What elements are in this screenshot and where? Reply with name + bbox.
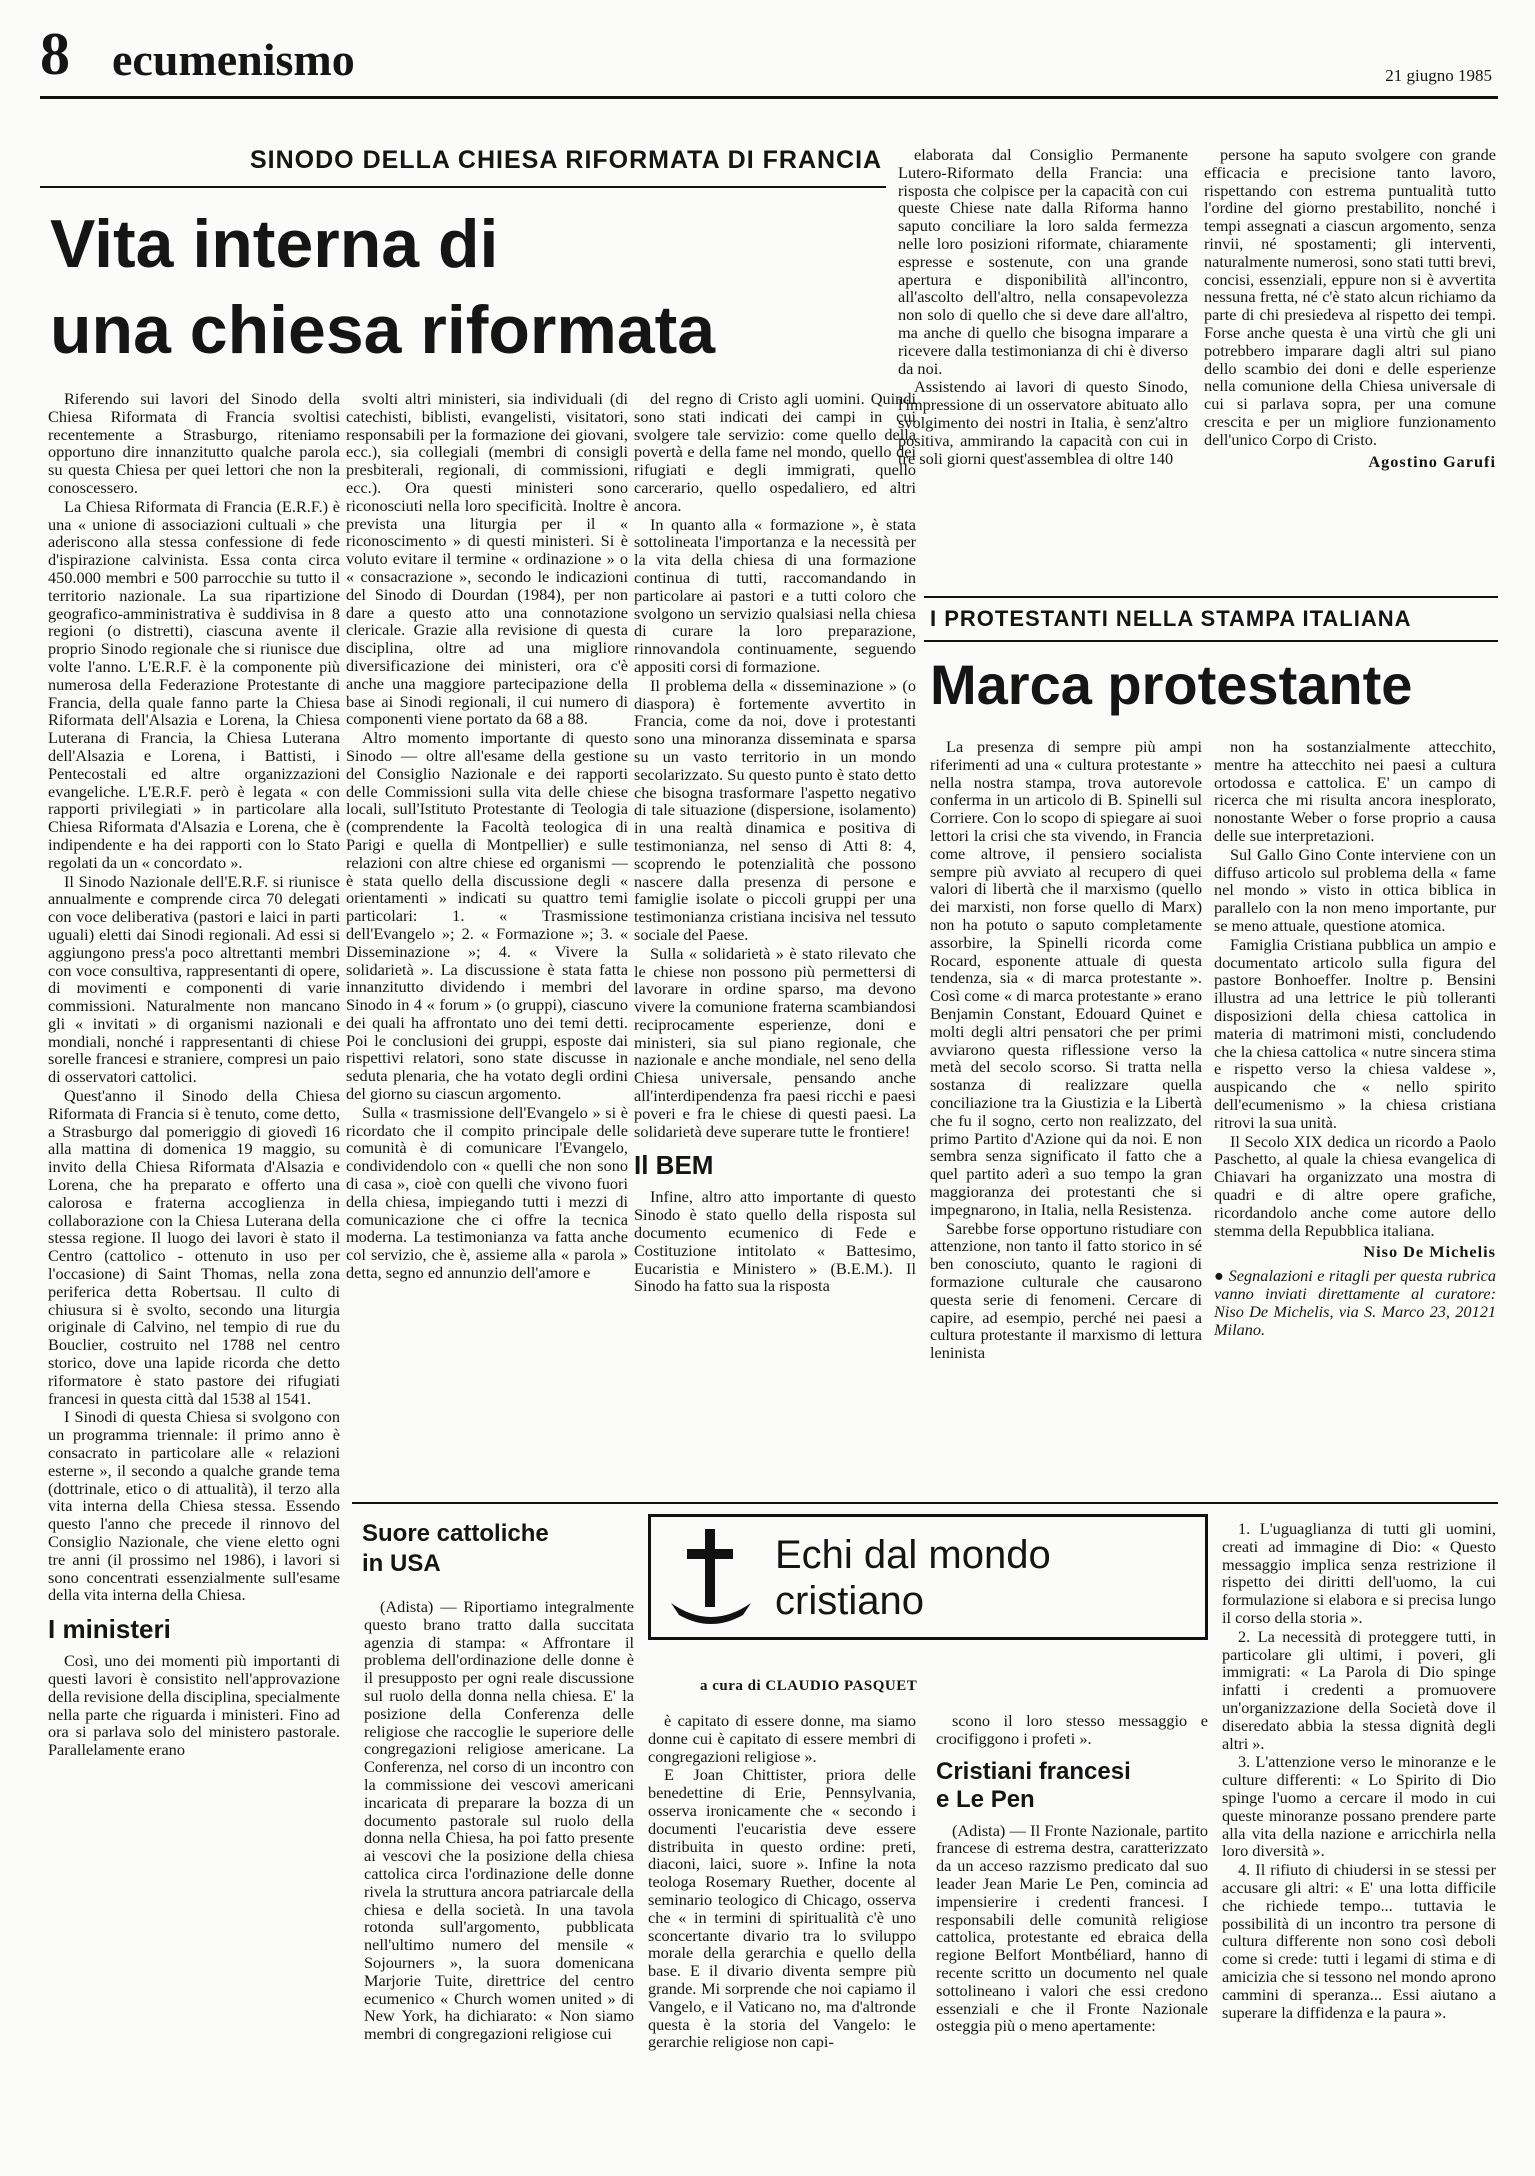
- sinodo-title-line2: una chiesa riformata: [50, 292, 716, 368]
- paragraph: svolti altri ministeri, sia individuali (di catechisti, biblisti, evangelisti, visitatori, responsabili per la formazione dei giovani, ecc.), sia collegiali (membri di consigli presbiterali, regionali, di commissioni, ecc.). Ora questi ministeri sono riconosciuti nella loro specificità. Inoltre è prevista una liturgia per il « riconoscimento » di questi ministeri. Si è voluto evitare il termine « ordinazione » o « consacrazione », secondo le indicazioni del Sinodo di Dourdan (1984), per non dare a questo atto una connotazione clericale. Grazie alla revisione di questa disciplina, oltre ad una migliore diversificazione dei ministeri, ora c'è anche una maggiore partecipazione della base ai Sinodi regionali, il cui numero di componenti viene portato da 68 a 88.: [346, 390, 628, 729]
- paragraph: 2. La necessità di proteggere tutti, in particolare gli ultimi, i poveri, gli immigrati: « La Parola di Dio spinge infatti i credenti a promuovere un'organizzazione della Società dove il diseredato abbia la stessa dignità degli altri ».: [1222, 1626, 1496, 1753]
- suore-column-1: [364, 1598, 634, 2158]
- paragraph: Sul Gallo Gino Conte interviene con un diffuso articolo sul problema della « fame nel mondo » visto in ottica biblica in parallelo con la non meno importante, pur se meno attuale, questione atomica.: [1214, 844, 1496, 935]
- paragraph: Sulla « solidarietà » è stato rilevato che le chiese non possono più permettersi di lavorare in ordine sparso, ma devono vivere la comunione fraterna scambiandosi reciprocamente esperienze, doni e ministeri, sia sul piano regionale, che nazionale e anche mondiale, nel seno della Chiesa universale, pensando anche all'interdipendenza fra paesi ricchi e paesi poveri e fra le chiese di questi paesi. La solidarietà deve superare tutte le frontiere!: [634, 943, 916, 1141]
- paragraph: (Adista) — Riportiamo integralmente questo brano tratto dalla succitata agenzia di stampa: « Affrontare il problema dell'ordinazione delle donne è il presupposto per ogni reale discussione sul ruolo della donna nella chiesa. E' la posizione della Conferenza delle religiose che raccoglie le superiore delle congregazioni religiose americane. La Conferenza, nel corso di un incontro con la commissione dei vescovi americani incaricata di preparare la bozza di un documento pastorale sul ruolo della donna nella Chiesa, ha poi fatto presente ai vescovi che la posizione della chiesa cattolica circa l'ordinazione delle donne rivela la struttura ancora patriarcale della chiesa e della società. In una tavola rotonda sull'argomento, pubblicata nell'ultimo numero del mensile « Sojourners », la suora domenicana Marjorie Tuite, direttrice del centro ecumenico « Church women united » di New York, ha dichiarato: « Non siamo membri di congregazioni religiose cui: [364, 1598, 634, 2044]
- paragraph: Assistendo ai lavori di questo Sinodo, l'impressione di un osservatore abituato allo svolgimento dei nostri in Italia, è senz'altro positiva, ammirando la capacità con cui in tre soli giorni quest'assemblea di oltre 140: [898, 377, 1188, 468]
- lepen-title: Cristiani francesi e Le Pen: [936, 1757, 1131, 1813]
- paragraph: Altro momento importante di questo Sinodo — oltre all'esame della gestione del Consiglio Nazionale e dei rapporti delle Commissioni sulla vita delle chiese locali, sull'Istituto Protestante di Teologia (comprendente la Facoltà teologica di Parigi e quella di Montpellier) e sulle relazioni con altre chiese ed organismi — è stata quello della discussione degli « orientamenti » indicati su quattro temi particolari: 1. « Trasmissione dell'Evangelo »; 2. « Formazione »; 3. « Disseminazione »; 4. « Vivere la solidarietà ». La discussione è stata fatta innanzitutto dividendo i membri del Sinodo in 4 « forum » (o gruppi), ciascuno dei quali ha affrontato uno dei temi detti. Poi le conclusioni dei gruppi, esposte dai rispettivi relatori, sono state discusse in seduta plenaria, che ha votato degli ordini del giorno su ciascun argomento.: [346, 728, 628, 1104]
- section-name: ecumenismo: [112, 34, 355, 85]
- sinodo-column-4: [898, 146, 1188, 586]
- paragraph: La presenza di sempre più ampi riferimenti ad una « cultura protestante » nella nostra stampa, trova autorevole conferma in un articolo di B. Spinelli sul Corriere. Con lo scopo di spiegare ai suoi lettori la crisi che sta vivendo, in Francia come altrove, il pensiero socialista sempre più avviato al recupero di quei valori di libertà che il marxismo (quello dei marxisti, non forse quello di Marx) non ha potuto o saputo completamente assorbire, la Spinelli ricorda come Rocard, esponente attuale di questa tendenza, sia « di marca protestante ». Così come « di marca protestante » erano Benjamin Constant, Edouard Quinet e molti degli altri pensatori che per primi avviarono questa riflessione verso la metà del secolo scorso. Si tratta nella sostanza di realizzare quella conciliazione tra la Giustizia e la Libertà che fu il sogno, certo non realizzato, del primo Partito d'Azione qui da noi. E non sembra senza significato il fatto che a quel partito aderì a suo tempo la gran maggioranza dei protestanti che si impegnarono, in Italia, nella Resistenza.: [930, 738, 1202, 1219]
- paragraph: I Sinodi di questa Chiesa si svolgono con un programma triennale: il primo anno è consacrato in particolare alle « relazioni esterne », il secondo a qualche grande tema (dottrinale, etico o di attualità), il terzo alla vita interna della Chiesa stessa. Essendo questo l'anno che precede il rinnovo del Consiglio Nazionale, che viene eletto ogni tre anni (il prossimo nel 1986), i lavori si sono concentrati essenzialmente sull'esame della vita interna della Chiesa.: [48, 1407, 340, 1605]
- echi-box: [648, 1514, 1208, 1640]
- paragraph: non ha sostanzialmente attecchito, mentre ha attecchito nei paesi a cultura ortodossa e cattolica. E' un campo di ricerca che mi risulta ancora inesplorato, nonostante Weber o forse proprio a causa delle sue interpretazioni.: [1214, 738, 1496, 845]
- paragraph: Il Sinodo Nazionale dell'E.R.F. si riunisce annualmente e comprende circa 70 delegati con voce deliberativa (pastori e laici in parti uguali) eletti dai Sinodi regionali. Ad essi si aggiungono press'a poco altrettanti membri con voce consultiva, rappresentanti di opere, di movimenti e componenti di varie commissioni. Naturalmente non mancano gli « invitati » di organismi nazionali e mondiali, nonché i rappresentanti di chiese sorelle francesi e straniere, compresi un paio di osservatori cattolici.: [48, 871, 340, 1087]
- masthead-rule: [40, 96, 1498, 99]
- paragraph: 1. L'uguaglianza di tutti gli uomini, creati ad immagine di Dio: « Questo messaggio implica senza restrizione il rispetto dei diritti dell'uomo, la cui formulazione si elabora e si precisa lungo il corso della storia ».: [1222, 1520, 1496, 1627]
- sinodo-column-3: [634, 390, 916, 1480]
- paragraph: Infine, altro atto importante di questo Sinodo è stato quello della risposta sul documento ecumenico di Fede e Costituzione intitolato « Battesimo, Eucaristia e Ministero » (B.E.M.). Il Sinodo ha fatto sua la risposta: [634, 1187, 916, 1296]
- paragraph: La Chiesa Riformata di Francia (E.R.F.) è una « unione di associazioni cultuali » che aderiscono alla stessa confessione di fede d'ispirazione calvinista. Essa conta circa 450.000 membri e 500 parrocchie su tutto il territorio nazionale. La sua ripartizione geografico-amministrativa è suddivisa in 8 regioni (o distretti), ciascuna avente il proprio Sinodo regionale che si riunisce due volte l'anno. L'E.R.F. è la componente più numerosa della Federazione Protestante di Francia, della quale fanno parte la Chiesa Riformata dell'Alsazia e Lorena, la Chiesa Luterana di Francia, la Chiesa Luterana dell'Alsazia e Lorena, i Battisti, i Pentecostali ed altre organizzazioni evangeliche. L'E.R.F. però è legata « con rapporti privilegiati » in particolare alla Chiesa Riformata d'Alsazia e Lorena, che è indipendente e ha dei rapporti con lo Stato regolati da un « concordato ».: [48, 496, 340, 872]
- paragraph: Quest'anno il Sinodo della Chiesa Riformata di Francia si è tenuto, come detto, a Strasburgo dal pomeriggio di giovedì 16 alla mattina di domenica 19 maggio, su invito della Chiesa Riformata d'Alsazia e Lorena, che ha preparato e offerto una calorosa e fraterna accoglienza in collaborazione con la Chiesa Luterana della stessa regione. Il luogo dei lavori è stato il Centro (cattolico - ottenuto in uso per l'occasione) di Saint Thomas, nella zona periferica detta Robertsau. Il culto di chiusura si è svolto, secondo una liturgia originale di Calvino, nel tempio di rue du Bouclier, costruito nel 1788 nel centro storico, dove una lapide ricorda che detto riformatore è stato pastore dei rifugiati francesi in questa città dal 1538 al 1541.: [48, 1086, 340, 1408]
- stampa-kicker: I PROTESTANTI NELLA STAMPA ITALIANA: [930, 606, 1412, 631]
- sinodo-kicker: SINODO DELLA CHIESA RIFORMATA DI FRANCIA: [250, 146, 883, 174]
- issue-date: 21 giugno 1985: [1385, 66, 1492, 85]
- sinodo-kicker-rule: [40, 186, 886, 188]
- sinodo-column-1: [48, 390, 340, 1950]
- echi-title-line1: Echi dal mondo: [775, 1533, 1051, 1577]
- sinodo-title-line1: Vita interna di: [50, 206, 499, 282]
- lepen-points-column: [1222, 1520, 1496, 2158]
- paragraph: 3. L'attenzione verso le minoranze e le culture differenti: « Lo Spirito di Dio spinge l'uomo a cercare il modo in cui queste minoranze possano prendere parte alla vita della nazione e arricchirla nella loro diversità ».: [1222, 1752, 1496, 1861]
- echi-title-line2: cristiano: [775, 1579, 924, 1623]
- sinodo-signature: Agostino Garufi: [1368, 451, 1496, 471]
- paragraph: E Joan Chittister, priora delle benedettine di Erie, Pennsylvania, osserva ironicamente che « secondo i documenti l'eucaristia deve essere distribuita in questo ordine: preti, diaconi, laici, suore ». Infine la nota teologa Rosemary Ruether, docente al seminario teologico di Chicago, osserva che « in termini di spiritualità c'è uno sconcertante divario tra lo sviluppo morale della gerarchia e quello della base. E il divario diventa sempre più grande. Mi sorprende che noi capiamo il Vangelo, e il Vaticano no, ma d'altronde questa è la storia del Vangelo: le gerarchie religiose non capi-: [648, 1765, 916, 2052]
- echi-byline: a cura di CLAUDIO PASQUET: [700, 1678, 918, 1694]
- paragraph: (Adista) — Il Fronte Nazionale, partito francese di estrema destra, caratterizzato da un acceso razzismo predicato dal suo leader Jean Marie Le Pen, comincia ad impensierire i credenti francesi. I responsabili delle comunità religiose cattolica, protestante ed ebraica della regione Belfort Montbéliard, hanno di recente scritto un documento nel quale sottolineano i valori che essi credono essenziali e che il Fronte Nazionale osteggia più o meno apertamente:: [936, 1820, 1208, 2036]
- paragraph: Così, uno dei momenti più importanti di questi lavori è consistito nell'approvazione della revisione della disciplina, specialmente nella parte che riguarda i ministeri. Fino ad ora si parlava solo del ministero pastorale. Parallelamente erano: [48, 1651, 340, 1760]
- stampa-kicker-rule: [924, 640, 1498, 642]
- cross-boat-icon: [665, 1523, 757, 1633]
- paragraph: persone ha saputo svolgere con grande efficacia e precisione tanto lavoro, rispettando con estrema puntualità tutto l'ordine del giorno prestabilito, nonché i tempi assegnati a ciascun argomento, senza rinvii, né spostamenti; gli interventi, naturalmente numerosi, sono stati tutti brevi, concisi, essenziali, eppure non si è avvertita nessuna fretta, né c'è stato alcun richiamo da parte di chi presiedeva al rispetto dei tempi. Forse anche questa è una virtù che gli uni potrebbero imparare dagli altri sul piano dello scambio dei doni e delle esperienze nella comunione della Chiesa universale di cui si parlava sopra, per una comune crescita e per un migliore funzionamento dell'unico Corpo di Cristo.: [1204, 146, 1496, 449]
- suore-title-line1: Suore cattoliche: [362, 1520, 549, 1547]
- paragraph: Sarebbe forse opportuno ristudiare con attenzione, non tanto il fatto storico in sé ben conosciuto, quanto le ragioni di formazione culturale che causarono questa serie di fenomeni. Cercare di capire, ad esempio, perché nei paesi a cultura protestante il marxismo di lettura leninista: [930, 1218, 1202, 1363]
- suore-column-2: [648, 1712, 916, 2158]
- ministeri-subhead: I ministeri: [48, 1614, 171, 1645]
- paragraph: scono il loro stesso messaggio e crocifiggono i profeti ».: [936, 1712, 1208, 1748]
- lepen-column: [936, 1712, 1208, 2158]
- paragraph: è capitato di essere donne, ma siamo donne cui è capitato di essere membri di congregazioni religiose ».: [648, 1712, 916, 1766]
- bullet-icon: ●: [1214, 1266, 1229, 1286]
- echi-top-rule: [352, 1502, 1498, 1504]
- sinodo-column-5: [1204, 146, 1496, 596]
- paragraph: Riferendo sui lavori del Sinodo della Chiesa Riformata di Francia svoltisi recentemente a Strasburgo, riteniamo opportuno dire innanzitutto qualche parola su questa Chiesa per quei lettori che non la conoscessero.: [48, 390, 340, 497]
- suore-title-line2: in USA: [362, 1550, 441, 1577]
- stampa-note: ● Segnalazioni e ritagli per questa rubrica vanno inviati direttamente al curatore: Niso De Michelis, via S. Marco 23, 20121 Milano.: [1214, 1266, 1496, 1339]
- stampa-signature: Niso De Michelis: [1363, 1242, 1496, 1262]
- paragraph: elaborata dal Consiglio Permanente Lutero-Riformato della Francia: una risposta che colpisce per la capacità con cui queste Chiese nate dalla Riforma hanno saputo conciliare la loro salda fermezza nelle loro posizioni riformate, chiaramente espresse e sostenute, con una grande apertura e disponibilità all'incontro, all'ascolto dell'altro, nella consapevolezza non solo di quello che si deve dare all'altro, ma anche di quello che bisogna imparare a ricevere dalla testimonianza di chi è diverso da noi.: [898, 146, 1188, 378]
- bem-subhead: Il BEM: [634, 1150, 714, 1181]
- sinodo-column-2: [346, 390, 628, 1480]
- paragraph: Sulla « trasmissione dell'Evangelo » si è ricordato che il compito principale delle comunità è di comunicare l'Evangelo, condividendolo con « quelli che non sono di casa », cioè con quelli che vivono fuori della chiesa, impiegando tutti i mezzi di comunicazione che ci offre la tecnica moderna. La testimonianza va fatta anche col servizio, che è, assieme alla « parola » detta, segno ed annunzio dell'amore e: [346, 1102, 628, 1283]
- stampa-title: Marca protestante: [930, 653, 1413, 716]
- stampa-top-rule: [924, 596, 1498, 598]
- paragraph: In quanto alla « formazione », è stata sottolineata l'importanza e la necessità per la vita della chiesa di una formazione continua di tutti, raccomandando in particolare ai pastori e a tutti coloro che svolgono un servizio qualsiasi nella chiesa di curare la loro preparazione, rinnovandola continuamente, seguendo appositi corsi di formazione.: [634, 514, 916, 676]
- paragraph: 4. Il rifiuto di chiudersi in se stessi per accusare gli altri: « E' una lotta difficile che richiede tempo... tuttavia le possibilità di un incontro tra persone di cultura differente non sono così deboli come si crede: tutti i legami di stima e di amicizia che si tessono nel mondo aprono cammini di speranza... Essi aiutano a superare la diffidenza e la paura ».: [1222, 1860, 1496, 2022]
- paragraph: Il problema della « disseminazione » (o diaspora) è fortemente avvertito in Francia, come da noi, dove i protestanti sono una minoranza disseminata e sparsa su un vasto territorio in un mondo secolarizzato. Su questo punto è stato detto che bisogna trasformare l'aspetto negativo di tale situazione (dispersione, isolamento) in una realtà dinamica e positiva di testimonianza, nel senso di Atti 8: 4, scoprendo le potenzialità che possono nascere dalla presenza di persone e famiglie isolate o piccoli gruppi per una testimonianza cristiana incisiva nel tessuto sociale del Paese.: [634, 675, 916, 944]
- paragraph: Famiglia Cristiana pubblica un ampio e documentato articolo sulla figura del pastore Bonhoeffer. Inoltre p. Bensini illustra ad una lettrice le più tolleranti disposizioni della chiesa cattolica in materia di matrimoni misti, concludendo che la chiesa cattolica « nutre sincera stima e rispetto verso la chiesa valdese », auspicando che « nello spirito dell'ecumenismo » la chiesa cristiana ritrovi la sua unità.: [1214, 934, 1496, 1132]
- page-number: 8: [40, 21, 70, 87]
- paragraph: del regno di Cristo agli uomini. Quindi sono stati indicati dei campi in cui svolgere tale servizio: come quello della povertà e della fame nel mondo, quello dei rifugiati e degli immigrati, quello carcerario, quello ospedaliero, ed altri ancora.: [634, 390, 916, 515]
- paragraph: Il Secolo XIX dedica un ricordo a Paolo Paschetto, al quale la chiesa evangelica di Chiavari ha organizzato una mostra di quadri e di altre opere grafiche, ricordandolo anche come autore dello stemma della Repubblica italiana.: [1214, 1131, 1496, 1240]
